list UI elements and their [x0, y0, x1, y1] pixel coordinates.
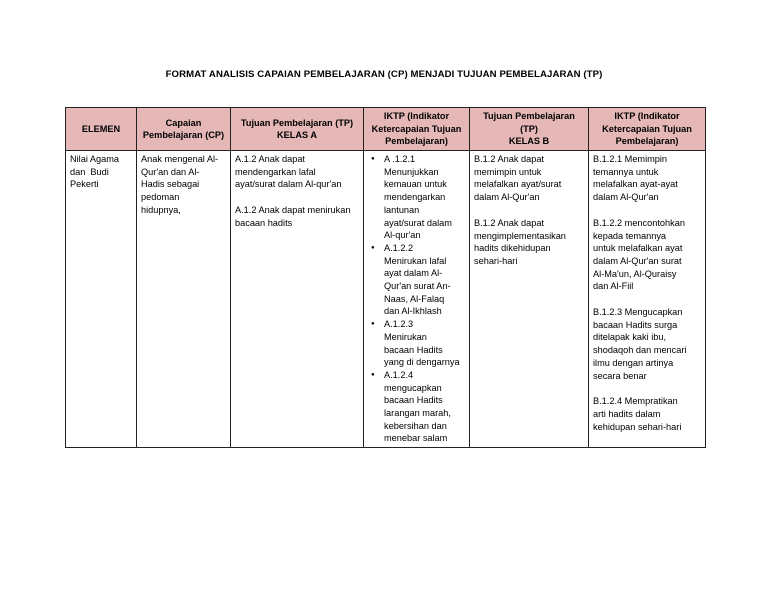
cell-text: kemauan untuk	[384, 179, 447, 190]
cell-text: ayat dalam Al-	[384, 268, 443, 279]
paragraph-gap	[593, 382, 702, 395]
cell-text: sehari-hari	[474, 255, 518, 266]
cell-text: shodaqoh dan mencari	[593, 345, 687, 356]
header-text: KELAS A	[277, 130, 317, 140]
cell-text: B.1.2 Anak dapat	[474, 154, 544, 164]
cell-tp-kelas-a	[231, 151, 364, 448]
cell-iktp-b	[589, 151, 706, 448]
cell-text: mendengarkan	[384, 192, 446, 203]
list-item	[368, 369, 466, 445]
list-item	[368, 318, 466, 369]
header-text: Ketercapaian Tujuan	[371, 123, 462, 134]
paragraph-gap	[235, 191, 360, 204]
cell-text: B.1.2.3 Mengucapkan	[593, 307, 683, 318]
header-cp	[137, 108, 231, 151]
document-title: FORMAT ANALISIS CAPAIAN PEMBELAJARAN (CP) MENJADI TUJUAN PEMBELAJARAN (TP)	[165, 69, 603, 80]
header-text: (TP)	[520, 123, 538, 134]
header-text: IKTP (Indikator	[383, 111, 450, 122]
cell-text: dan Al-Ikhlash	[384, 306, 442, 317]
cell-text: mendengarkan lafal	[235, 166, 316, 177]
cell-text: bacaan hadits	[235, 217, 293, 228]
cell-text: Menirukan lafal	[384, 255, 447, 266]
header-text: IKTP (Indikator	[614, 111, 680, 122]
cell-text: kebersihan dan	[384, 420, 447, 431]
paragraph-gap	[593, 293, 702, 306]
cell-text: hidupnya,	[141, 204, 181, 215]
header-tp-kelas-b	[470, 108, 589, 151]
cell-text: bacaan Hadits	[384, 344, 443, 355]
cell-text: A.1.2 Anak dapat	[235, 154, 305, 164]
cell-text: temannya untuk	[593, 166, 659, 177]
cell-text: larangan marah,	[384, 408, 451, 419]
cell-text: Menirukan	[384, 331, 427, 342]
header-text: Pembelajaran (CP)	[142, 130, 225, 140]
header-iktp-a	[364, 108, 470, 151]
header-text: Tujuan Pembelajaran	[483, 111, 575, 122]
cell-text: Qur'an dan Al-	[141, 166, 200, 177]
cell-text: Anak mengenal Al-	[141, 154, 219, 164]
cell-text: ayat/surat dalam Al-qur'an	[235, 179, 342, 190]
header-tp-kelas-a	[231, 108, 364, 151]
cell-text: ditelapak kaki ibu,	[593, 332, 667, 343]
header-iktp-b	[589, 108, 706, 151]
cell-text: mengucapkan	[384, 382, 442, 393]
cell-text: pedoman	[141, 192, 180, 203]
paragraph-gap	[593, 204, 702, 217]
cell-text: untuk melafalkan ayat	[593, 243, 683, 254]
cell-text: Al-qur'an	[384, 230, 421, 241]
cell-text: dan Al-Fiil	[593, 281, 634, 292]
cell-text: Naas, Al-Falaq	[384, 293, 445, 304]
cell-text: Nilai Agama	[70, 154, 120, 164]
cell-text: kehidupan sehari-hari	[593, 421, 682, 432]
cell-text: memimpin untuk	[474, 166, 542, 177]
cell-text: mengimplementasikan	[474, 230, 566, 241]
cell-tp-kelas-b	[470, 151, 589, 448]
cell-iktp-a	[364, 151, 470, 448]
cell-text: yang di dengarnya	[384, 357, 460, 368]
cell-text: Hadis sebagai	[141, 179, 200, 190]
header-row	[66, 108, 706, 151]
cell-text: dalam Al-Qur'an	[474, 192, 540, 203]
cell-text: B.1.2 Anak dapat	[474, 217, 544, 228]
header-text: Pembelajaran)	[385, 136, 448, 147]
cell-text: dalam Al-Qur'an	[593, 192, 659, 203]
cell-text: bacaan Hadits surga	[593, 319, 678, 330]
cell-text: ● A.1.2.3	[384, 319, 414, 330]
cell-elemen	[66, 151, 137, 448]
cell-text: dalam Al-Qur'an surat	[593, 255, 682, 266]
header-text: Ketercapaian Tujuan	[602, 123, 692, 134]
cell-text: menebar salam	[384, 433, 448, 444]
cell-text: ayat/surat dalam	[384, 217, 452, 228]
header-text: KELAS B	[508, 136, 550, 147]
cell-text: B.1.2.1 Memimpin	[593, 154, 668, 164]
table-row	[66, 151, 706, 448]
cell-text: melafalkan ayat/surat	[474, 179, 562, 190]
iktp-a-list	[368, 153, 466, 445]
list-item	[368, 242, 466, 318]
cell-text: secara benar	[593, 370, 647, 381]
cell-text: lantunan	[384, 204, 420, 215]
header-text: Capaian	[165, 117, 202, 128]
cell-text: Pekerti	[70, 179, 99, 190]
cell-text: B.1.2.2 mencontohkan	[593, 217, 685, 228]
cell-text: dan Budi	[70, 166, 109, 177]
cell-text: Qur'an surat An-	[384, 281, 451, 292]
cell-text: A.1.2 Anak dapat menirukan	[235, 205, 351, 216]
analysis-table	[65, 107, 706, 448]
header-text: ELEMEN	[81, 123, 121, 134]
cell-text: Menunjukkan	[384, 166, 439, 177]
paragraph-gap	[474, 204, 585, 217]
cell-text: ● A .1.2.1	[384, 154, 416, 164]
header-text: Pembelajaran)	[615, 136, 679, 147]
cell-text: hadits dikehidupan	[474, 243, 551, 254]
cell-text: arti hadits dalam	[593, 408, 661, 419]
cell-text: B.1.2.4 Mempratikan	[593, 396, 678, 407]
cell-text: Al-Ma'un, Al-Quraisy	[593, 268, 677, 279]
cell-text: kepada temannya	[593, 230, 667, 241]
list-item	[368, 153, 466, 242]
cell-text: ● A.1.2.2	[384, 242, 414, 253]
cell-text: ● A.1.2.4	[384, 369, 414, 380]
cell-text: bacaan Hadits	[384, 395, 443, 406]
cell-cp	[137, 151, 231, 448]
header-text: Tujuan Pembelajaran (TP)	[240, 117, 354, 128]
header-elemen	[66, 108, 137, 151]
cell-text: melafalkan ayat-ayat	[593, 179, 678, 190]
cell-text: ilmu dengan artinya	[593, 357, 674, 368]
